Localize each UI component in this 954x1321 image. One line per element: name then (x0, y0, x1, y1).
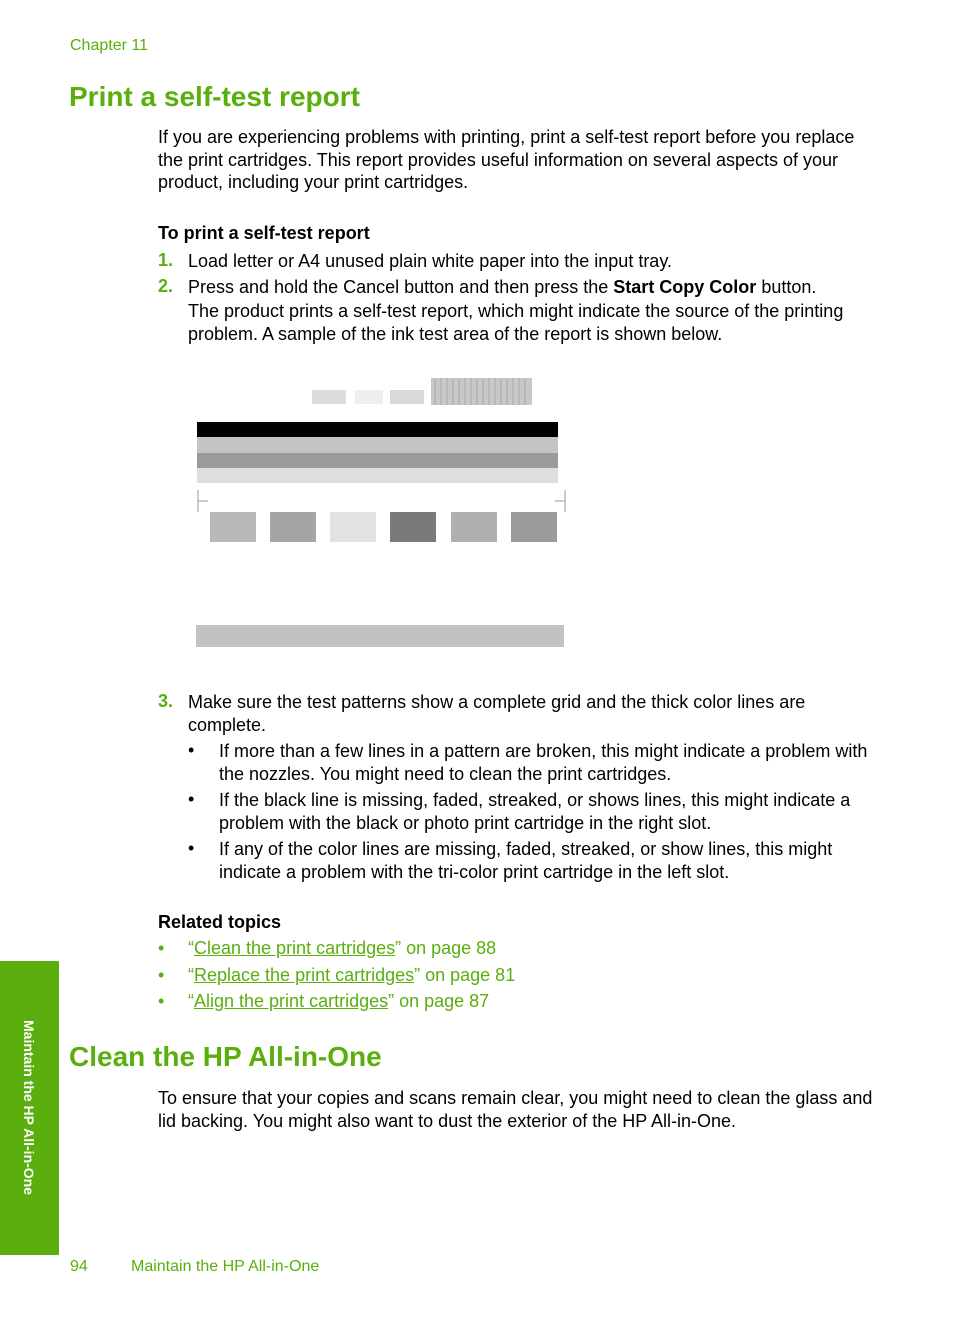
color-blocks (210, 512, 557, 542)
related-2-marker: • (158, 965, 165, 985)
gray-line-2 (197, 453, 558, 468)
bullet-2-text: If the black line is missing, faded, streaked, or shows lines, this might indicate a problem with the black or photo print cartridge in the right slot. (219, 790, 851, 833)
footer-chapter-title: Maintain the HP All-in-One (131, 1258, 320, 1275)
related-link-clean-cartridges[interactable]: “Clean the print cartridges” on page 88 (188, 938, 497, 958)
bullet-2-marker: • (188, 789, 195, 809)
bullet-1-marker: • (188, 740, 195, 760)
related-link-align-cartridges[interactable]: “Align the print cartridges” on page 87 (188, 991, 490, 1011)
gray-line-1 (197, 437, 558, 453)
bullet-3-marker: • (188, 838, 195, 858)
gray-line-3 (197, 468, 558, 483)
procedure-title: To print a self-test report (158, 223, 370, 243)
step-2-result: The product prints a self-test report, which might indicate the source of the printing problem. A sample of the ink test area of the report is shown below. (188, 301, 844, 344)
side-chapter-tab (0, 961, 59, 1255)
self-test-sample-image (190, 372, 575, 657)
footer-page-number: 94 (70, 1258, 88, 1275)
step-2-number: 2. (158, 276, 174, 296)
step-1-text: Load letter or A4 unused plain white paper into the input tray. (188, 251, 672, 271)
self-test-intro: If you are experiencing problems with printing, print a self-test report before you replace the print cartridges. This report provides useful information on several aspects of your product, including your print cartridges. (158, 127, 855, 192)
bullet-1-text: If more than a few lines in a pattern are broken, this might indicate a problem with the nozzles. You might need to clean the print cartridges. (219, 741, 868, 784)
step-3-text: Make sure the test patterns show a complete grid and the thick color lines are complete. (188, 692, 806, 735)
step-2-text: Press and hold the Cancel button and then press the Start Copy Color button. (188, 277, 817, 297)
chapter-label: Chapter 11 (70, 37, 148, 54)
related-1-marker: • (158, 938, 165, 958)
section-title-self-test: Print a self-test report (69, 81, 360, 112)
nozzle-pattern (312, 378, 532, 405)
related-3-marker: • (158, 991, 165, 1011)
bullet-3-text: If any of the color lines are missing, faded, streaked, or show lines, this might indicate a problem with the tri-color print cartridge in the left slot. (219, 839, 833, 882)
step-3-number: 3. (158, 691, 174, 711)
step-1-number: 1. (158, 250, 174, 270)
related-topics-title: Related topics (158, 912, 282, 932)
clean-intro: To ensure that your copies and scans remain clear, you might need to clean the glass and lid backing. You might also want to dust the exterior of the HP All-in-One. (158, 1088, 873, 1131)
side-chapter-tab-label: Maintain the HP All-in-One (21, 1020, 37, 1196)
related-link-replace-cartridges[interactable]: “Replace the print cartridges” on page 81 (188, 965, 516, 985)
bottom-streak-line (196, 625, 564, 647)
section-title-clean: Clean the HP All-in-One (69, 1041, 382, 1072)
start-copy-color-label: Start Copy Color (613, 277, 757, 297)
black-line (197, 422, 558, 437)
